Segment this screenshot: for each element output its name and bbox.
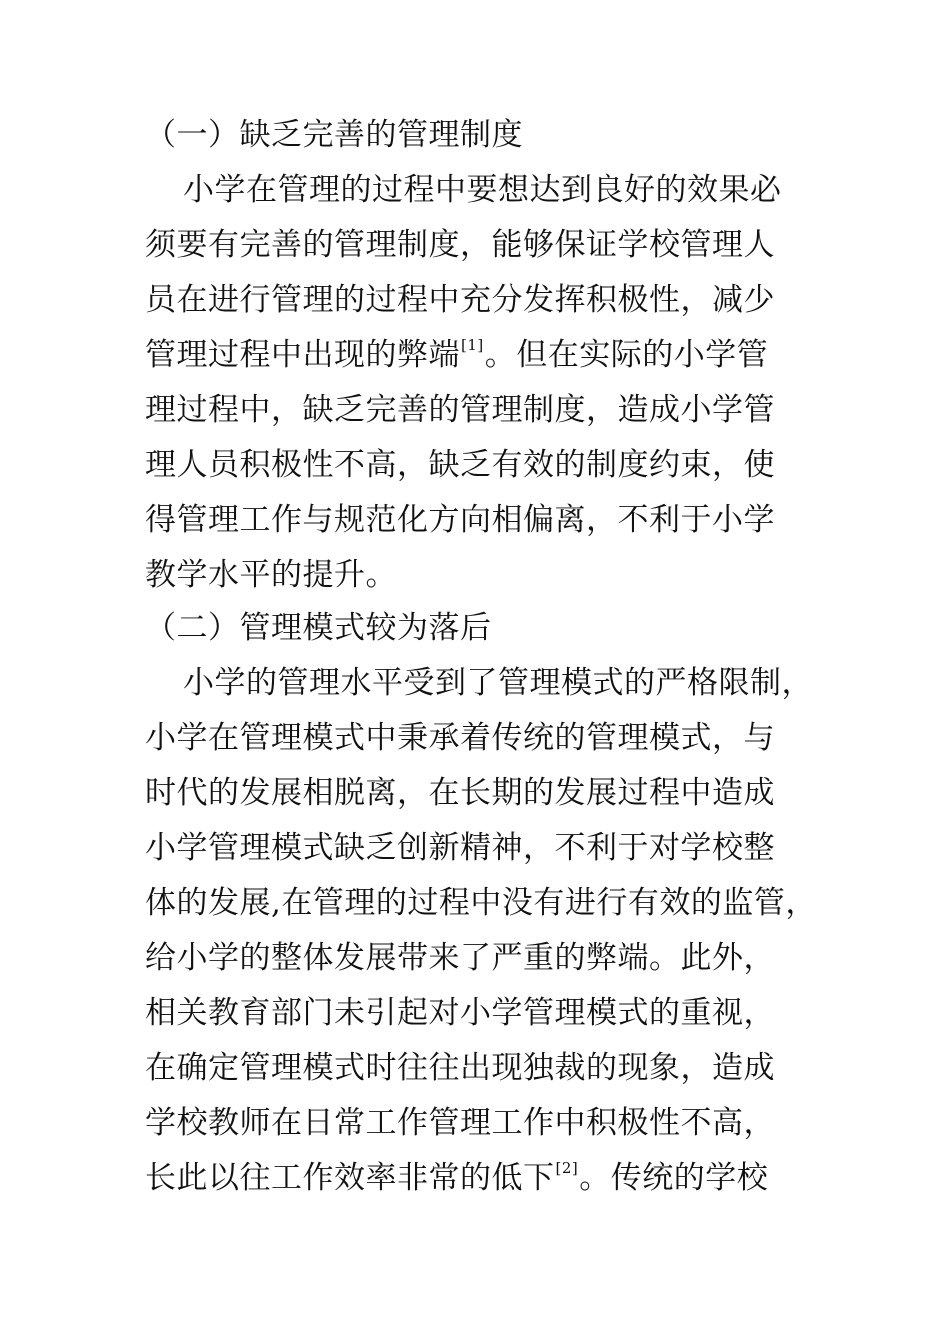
paragraph-line: 员在进行管理的过程中充分发挥积极性，减少 (145, 282, 775, 318)
paragraph-text: 管理过程中出现的弊端 (145, 337, 460, 373)
paragraph-line (145, 1158, 768, 1198)
paragraph-text: 。但在实际的小学管 (484, 337, 769, 373)
paragraph-line: 小学的管理水平受到了管理模式的严格限制， (183, 665, 813, 701)
paragraph-text: 。传统的学校 (579, 1160, 769, 1196)
citation-ref: [1] (461, 335, 484, 354)
paragraph-line: 小学在管理模式中秉承着传统的管理模式，与 (145, 720, 775, 756)
paragraph-line: 体的发展,在管理的过程中没有进行有效的监管， (145, 885, 817, 921)
paragraph-line: 学校教师在日常工作管理工作中积极性不高， (145, 1105, 775, 1141)
paragraph-text: 长此以往工作效率非常的低下 (145, 1160, 555, 1196)
paragraph-line (145, 335, 768, 375)
paragraph-line: 理过程中，缺乏完善的管理制度，造成小学管 (145, 392, 775, 428)
paragraph-line: 小学在管理的过程中要想达到良好的效果必 (183, 172, 782, 208)
paragraph-line: 小学管理模式缺乏创新精神，不利于对学校整 (145, 830, 775, 866)
section-heading-1: （一）缺乏完善的管理制度 (145, 117, 523, 153)
paragraph-line: 时代的发展相脱离，在长期的发展过程中造成 (145, 775, 775, 811)
citation-ref: [2] (555, 1158, 579, 1177)
paragraph-line: 教学水平的提升。 (145, 557, 397, 593)
section-heading-2: （二）管理模式较为落后 (145, 610, 492, 646)
paragraph-line: 得管理工作与规范化方向相偏离，不利于小学 (145, 502, 775, 538)
paragraph-line: 理人员积极性不高，缺乏有效的制度约束，使 (145, 447, 775, 483)
paragraph-line: 在确定管理模式时往往出现独裁的现象，造成 (145, 1050, 775, 1086)
paragraph-line: 相关教育部门未引起对小学管理模式的重视， (145, 995, 775, 1031)
paragraph-line: 给小学的整体发展带来了严重的弊端。此外， (145, 940, 775, 976)
paragraph-line: 须要有完善的管理制度，能够保证学校管理人 (145, 227, 775, 263)
